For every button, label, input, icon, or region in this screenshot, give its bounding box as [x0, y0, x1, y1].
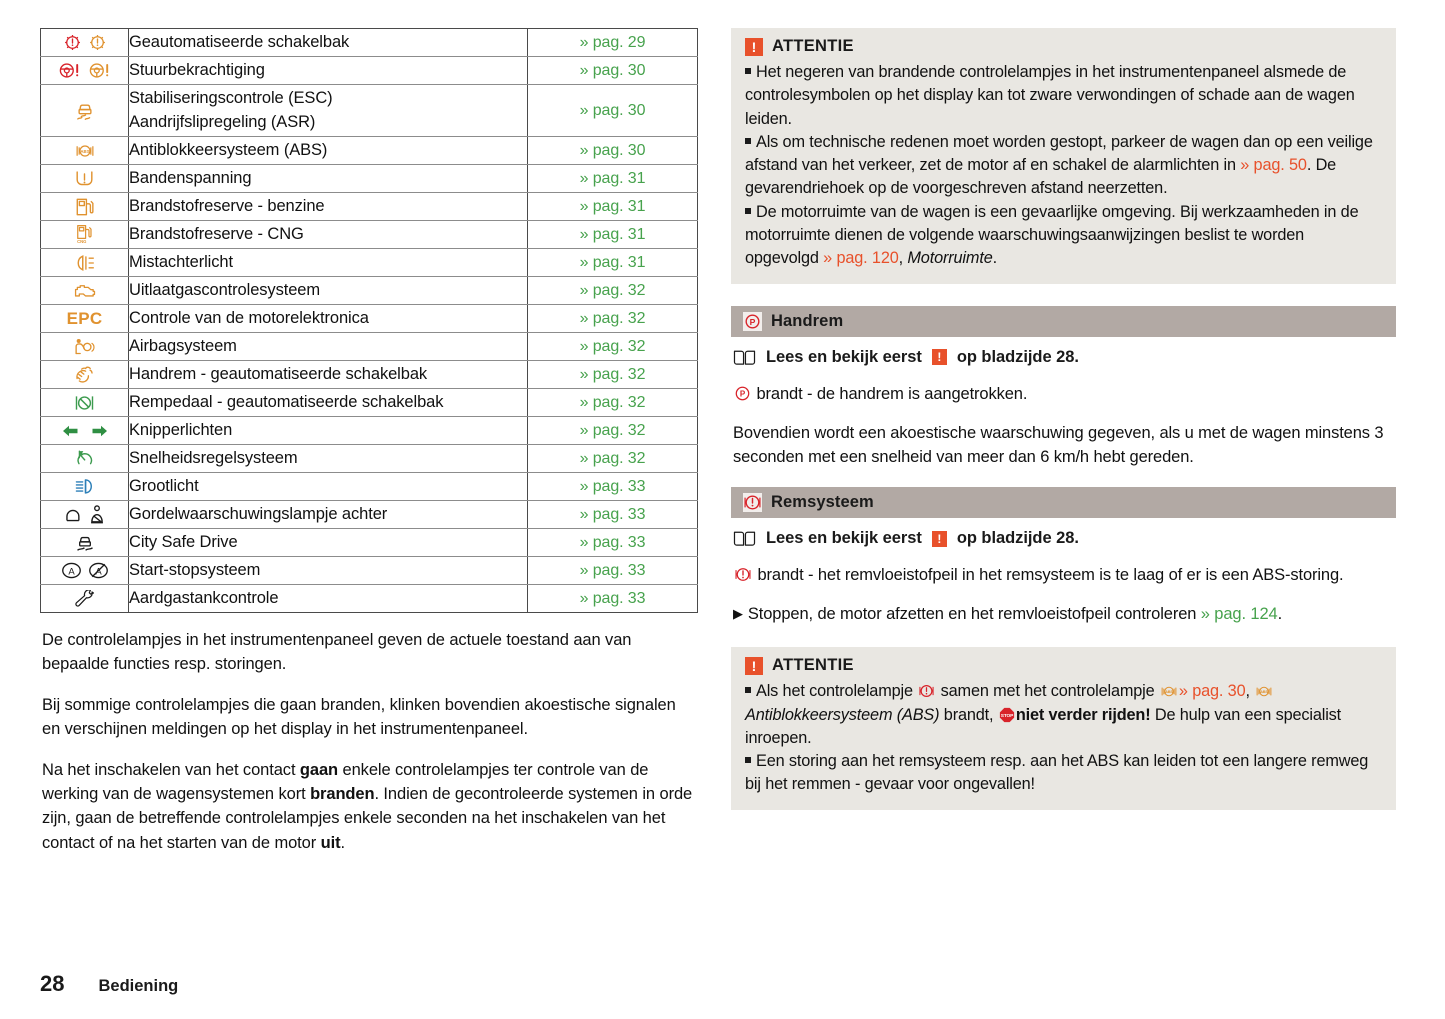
read-first-text-b: op bladzijde 28. [956, 347, 1079, 366]
lamp-label: Geautomatiseerde schakelbak [129, 29, 528, 57]
brake-pedal-circle-icon [74, 393, 95, 413]
ab-text-b: samen met het controlelampje [936, 682, 1159, 701]
bullet-3-italic: Motorruimte [907, 249, 993, 268]
table-row [41, 249, 698, 277]
abs-icon [1255, 684, 1273, 699]
page-reference[interactable]: » pag. 31 [528, 165, 698, 193]
page-reference-120[interactable]: » pag. 120 [823, 249, 899, 268]
table-row [41, 333, 698, 361]
page-reference[interactable]: » pag. 32 [528, 333, 698, 361]
lamp-label: Airbagsysteem [129, 333, 528, 361]
table-row [41, 305, 698, 333]
lamp-label: Handrem - geautomatiseerde schakelbak [129, 361, 528, 389]
gear-warning-pair-icon [41, 29, 128, 56]
intro-paragraph-1: De controlelampjes in het instrumentenpaneel geven de actuele toestand aan van bepaalde functies resp. storingen. [42, 631, 632, 674]
icon-cell [41, 29, 129, 57]
lamp-label: Start-stopsysteem [129, 557, 528, 585]
start-stop-a-icon [61, 561, 82, 580]
intro-paragraph-2: Bij sommige controlelampjes die gaan branden, klinken bovendien akoestische signalen en verschijnen meldingen op het display in het instrumentenpaneel. [42, 696, 676, 739]
icon-cell [41, 137, 129, 165]
brake-system-icon [918, 683, 935, 699]
page-reference[interactable]: » pag. 32 [528, 277, 698, 305]
tire-pressure-warning-icon [74, 169, 95, 188]
attention-header [745, 656, 1382, 675]
bullet-3-text-a: De motorruimte van de wagen is een gevaarlijke omgeving. Bij werkzaamheden in de motorruimte dienen de volgende waarschuwingsaanwijzingen beslist te worden opgevolgd [745, 202, 1359, 268]
fuel-pump-cng-icon [41, 221, 128, 248]
icon-cell [41, 501, 129, 529]
lamp-label: Bandenspanning [129, 165, 528, 193]
steering-wheel-red-icon [58, 62, 82, 79]
svg-text:ABS: ABS [1165, 690, 1173, 695]
table-row [41, 445, 698, 473]
bullet-square-icon [745, 757, 751, 763]
table-row [41, 193, 698, 221]
page-reference[interactable]: » pag. 33 [528, 473, 698, 501]
page-reference-50[interactable]: » pag. 50 [1240, 156, 1307, 175]
epc-icon [41, 305, 128, 332]
warning-exclamation-icon: ! [932, 531, 947, 547]
page-reference[interactable]: » pag. 32 [528, 417, 698, 445]
p3-bold-gaan: gaan [299, 761, 339, 780]
warning-exclamation-icon: ! [745, 38, 763, 56]
engine-outline-icon [72, 282, 97, 299]
icon-cell [41, 305, 129, 333]
section-header-remsysteem [731, 487, 1396, 518]
svg-text:P: P [749, 316, 756, 327]
svg-text:A: A [67, 566, 75, 578]
icon-cell [41, 333, 129, 361]
bullet-square-icon [745, 687, 751, 693]
read-first-text-a: Lees en bekijk eerst [766, 347, 922, 366]
bullet-square-icon [745, 68, 751, 74]
abs-icon [1160, 684, 1178, 699]
start-stop-icon [41, 557, 128, 584]
table-row [41, 29, 698, 57]
page-reference-124[interactable]: » pag. 124 [1200, 605, 1278, 624]
parking-brake-icon [743, 312, 762, 331]
table-row [41, 417, 698, 445]
icon-cell [41, 557, 129, 585]
section-title: Remsysteem [771, 493, 874, 512]
svg-text:STOP: STOP [1000, 713, 1014, 719]
table-row [41, 85, 698, 137]
icon-cell [41, 473, 129, 501]
page-number: 28 [40, 971, 65, 996]
warning-exclamation-icon: ! [932, 349, 947, 365]
attention-bottom-bullet-1 [745, 680, 1382, 750]
gear-warning-amber-icon [88, 33, 107, 52]
page-reference[interactable]: » pag. 30 [528, 57, 698, 85]
page-reference-30[interactable]: » pag. 30 [1178, 682, 1246, 701]
triangle-bullet-icon: ▶ [733, 606, 743, 622]
handrem-paragraph-1 [733, 383, 1396, 407]
page-reference[interactable]: » pag. 31 [528, 193, 698, 221]
abs-circle-icon [74, 142, 96, 160]
icon-cell [41, 57, 129, 85]
rear-seatbelt-icon [41, 501, 128, 528]
city-safe-drive-icon [41, 529, 128, 556]
tire-pressure-icon [41, 165, 128, 192]
ab-bold-warning: niet verder rijden! [1015, 705, 1151, 724]
lamp-label: Aardgastankcontrole [129, 585, 528, 613]
read-first-text-a: Lees en bekijk eerst [766, 529, 922, 548]
action-text-a: Stoppen, de motor afzetten en het remvloeistofpeil controleren [747, 605, 1201, 624]
cruise-control-icon [41, 445, 128, 472]
bullet-square-icon [745, 138, 751, 144]
warning-lights-table [40, 28, 698, 613]
engine-check-icon [41, 277, 128, 304]
bullet-1-text: Het negeren van brandende controlelampjes in het instrumentenpaneel alsmede de controlesymbolen op het display kan tot zware verwondingen of schade aan de wagen leiden. [745, 63, 1355, 128]
bullet-3-text-c: . [992, 249, 997, 268]
table-row [41, 57, 698, 85]
fuel-pump-petrol-icon [75, 197, 94, 217]
icon-cell [41, 249, 129, 277]
foot-brake-icon [73, 365, 96, 385]
svg-text:CNG: CNG [77, 239, 87, 245]
page-reference[interactable]: » pag. 33 [528, 529, 698, 557]
lamp-label: Knipperlichten [129, 417, 528, 445]
p3-text-e: . Indien de gecontroleerde systemen in orde zijn, gaan de betreffende controlelampjes enkele seconden na het inschakelen van het contact of na het starten van de motor [42, 785, 693, 852]
open-book-icon [733, 530, 756, 547]
turn-signal-arrows-icon [41, 417, 128, 444]
svg-text:P: P [739, 389, 746, 399]
handrem-p1-text: brandt - de handrem is aangetrokken. [752, 384, 1028, 403]
airbag-person-icon [73, 337, 96, 356]
right-column [731, 28, 1396, 855]
lamp-label: Gordelwaarschuwingslampje achter [129, 501, 528, 529]
lamp-label: Mistachterlicht [129, 249, 528, 277]
p3-bold-uit: uit [320, 833, 341, 852]
page-footer [40, 971, 178, 997]
seatbelt-person-icon [88, 505, 106, 525]
table-row [41, 501, 698, 529]
action-text-b: . [1277, 605, 1283, 624]
attention-box-bottom [731, 647, 1396, 809]
lamp-label-line1: Stabiliseringscontrole (ESC) [129, 89, 333, 108]
high-beam-icon [41, 473, 128, 500]
lamp-label: City Safe Drive [129, 529, 528, 557]
icon-cell [41, 389, 129, 417]
turn-signal-left-icon [62, 423, 82, 439]
fuel-pump-icon [41, 193, 128, 220]
lamp-label: Controle van de motorelektronica [129, 305, 528, 333]
rear-fog-light-icon [41, 249, 128, 276]
stop-sign-icon [999, 707, 1015, 723]
icon-cell [41, 585, 129, 613]
page-reference[interactable]: » pag. 30 [528, 137, 698, 165]
attention-title: ATTENTIE [772, 37, 854, 55]
bullet-2-text-b: . De gevarendriehoek op de voorgeschreven afstand neerzetten. [745, 156, 1337, 198]
gear-warning-red-icon [63, 33, 82, 52]
icon-cell [41, 361, 129, 389]
icon-cell [41, 445, 129, 473]
seat-outline-icon [64, 506, 82, 523]
car-front-brake-icon [74, 532, 96, 553]
warning-exclamation-icon: ! [745, 657, 763, 675]
turn-signal-right-icon [88, 423, 108, 439]
attention-bottom-bullet-2 [745, 750, 1382, 797]
table-body [41, 29, 698, 613]
handrem-paragraph-2: Bovendien wordt een akoestische waarschuwing gegeven, als u met de wagen minstens 3 seconden met een snelheid van meer dan 6 km/h hebt gereden. [733, 423, 1384, 466]
icon-cell [41, 193, 129, 221]
bullet-3-text-b: , [898, 249, 908, 268]
lamp-label: Uitlaatgascontrolesysteem [129, 277, 528, 305]
icon-cell [41, 529, 129, 557]
attention-bullet-3 [745, 201, 1382, 271]
start-stop-a-crossed-icon [88, 561, 109, 580]
page-reference[interactable]: » pag. 33 [528, 501, 698, 529]
lamp-label: Snelheidsregelsysteem [129, 445, 528, 473]
page-reference[interactable]: » pag. 30 [528, 85, 698, 137]
icon-cell [41, 85, 129, 137]
p3-text-c: enkele controlelampjes ter controle van de werking van de wagensystemen kort [42, 761, 649, 804]
page-reference[interactable]: » pag. 32 [528, 305, 698, 333]
handbrake-foot-icon [41, 361, 128, 388]
read-first-handrem [733, 348, 1396, 367]
svg-text:ABS: ABS [1260, 690, 1269, 695]
p3-bold-branden: branden [310, 785, 375, 804]
brake-pedal-icon [41, 389, 128, 416]
page-reference[interactable]: » pag. 32 [528, 445, 698, 473]
table-row [41, 585, 698, 613]
read-first-text-b: op bladzijde 28. [956, 529, 1079, 548]
intro-paragraph-3 [42, 758, 694, 854]
icon-cell [41, 165, 129, 193]
ab-text-a: Als het controlelampje [756, 682, 918, 701]
table-row [41, 557, 698, 585]
parking-brake-icon [734, 385, 751, 402]
icon-cell [41, 417, 129, 445]
table-row [41, 221, 698, 249]
ab-text-c: , [1245, 682, 1255, 701]
remsysteem-paragraph-1 [733, 564, 1396, 588]
wrench-icon [41, 585, 128, 612]
page-reference[interactable]: » pag. 29 [528, 29, 698, 57]
svg-text:A: A [94, 566, 102, 578]
ab-text-e: De hulp van een specialist inroepen. [745, 705, 1342, 747]
attention-title: ATTENTIE [772, 656, 854, 675]
footer-section-name: Bediening [98, 977, 179, 995]
p3-text-a: Na het inschakelen van het contact [42, 761, 300, 780]
steering-wheel-amber-icon [88, 62, 112, 79]
bullet-2-text-a: Als om technische redenen moet worden gestopt, parkeer de wagen dan op een veilige afstand van het verkeer, zet de motor af en schakel de alarmlichten in [745, 132, 1373, 175]
table-row [41, 389, 698, 417]
rear-fog-lamp-icon [73, 254, 97, 272]
table-row [41, 165, 698, 193]
icon-cell [41, 221, 129, 249]
page-reference[interactable]: » pag. 33 [528, 557, 698, 585]
svg-text:ABS: ABS [79, 148, 90, 154]
ab2-text: Een storing aan het remsysteem resp. aan het ABS kan leiden tot een langere remweg bij het remmen - gevaar voor ongevallen! [745, 752, 1369, 794]
remsysteem-action-line [733, 603, 1396, 627]
fuel-pump-cng-glyph-icon [75, 224, 94, 245]
speedometer-cruise-icon [74, 449, 95, 469]
left-column [40, 28, 705, 855]
attention-bullet-1 [745, 61, 1382, 131]
epc-text-icon: EPC [66, 308, 103, 328]
car-skid-icon [74, 100, 96, 122]
lamp-label: Rempedaal - geautomatiseerde schakelbak [129, 389, 528, 417]
section-title: Handrem [771, 311, 844, 330]
lamp-label: Antiblokkeersysteem (ABS) [129, 137, 528, 165]
read-first-remsysteem [733, 529, 1396, 548]
table-row [41, 473, 698, 501]
lamp-label: Grootlicht [129, 473, 528, 501]
ab-text-d: brandt, [939, 705, 998, 724]
steering-wheel-pair-icon [41, 57, 128, 84]
page-reference[interactable]: » pag. 31 [528, 221, 698, 249]
page-reference[interactable]: » pag. 31 [528, 249, 698, 277]
page-reference[interactable]: » pag. 32 [528, 389, 698, 417]
lamp-label: Brandstofreserve - benzine [129, 193, 528, 221]
attention-header [745, 37, 1382, 56]
table-row [41, 529, 698, 557]
brake-system-icon [743, 493, 762, 512]
high-beam-lamp-icon [73, 478, 97, 495]
ab-italic-abs: Antiblokkeersysteem (ABS) [745, 705, 940, 724]
abs-icon [41, 137, 128, 164]
attention-bullet-2 [745, 131, 1382, 201]
section-header-handrem [731, 306, 1396, 337]
wrench-spanner-icon [73, 590, 96, 608]
icon-cell [41, 277, 129, 305]
attention-box-top [731, 28, 1396, 284]
page-reference[interactable]: » pag. 33 [528, 585, 698, 613]
p3-text-g: . [340, 833, 345, 852]
lamp-label [129, 85, 528, 137]
open-book-icon [733, 349, 756, 366]
lamp-label: Stuurbekrachtiging [129, 57, 528, 85]
page-reference[interactable]: » pag. 32 [528, 361, 698, 389]
lamp-label-line2: Aandrijfslipregeling (ASR) [129, 112, 316, 131]
table-row [41, 137, 698, 165]
table-row [41, 277, 698, 305]
bullet-square-icon [745, 208, 751, 214]
table-row [41, 361, 698, 389]
esc-asr-icon [41, 85, 128, 136]
remsysteem-p1-text: brandt - het remvloeistofpeil in het remsysteem is te laag of er is een ABS-storing. [753, 566, 1344, 585]
airbag-icon [41, 333, 128, 360]
lamp-label: Brandstofreserve - CNG [129, 221, 528, 249]
brake-system-icon [734, 566, 752, 583]
